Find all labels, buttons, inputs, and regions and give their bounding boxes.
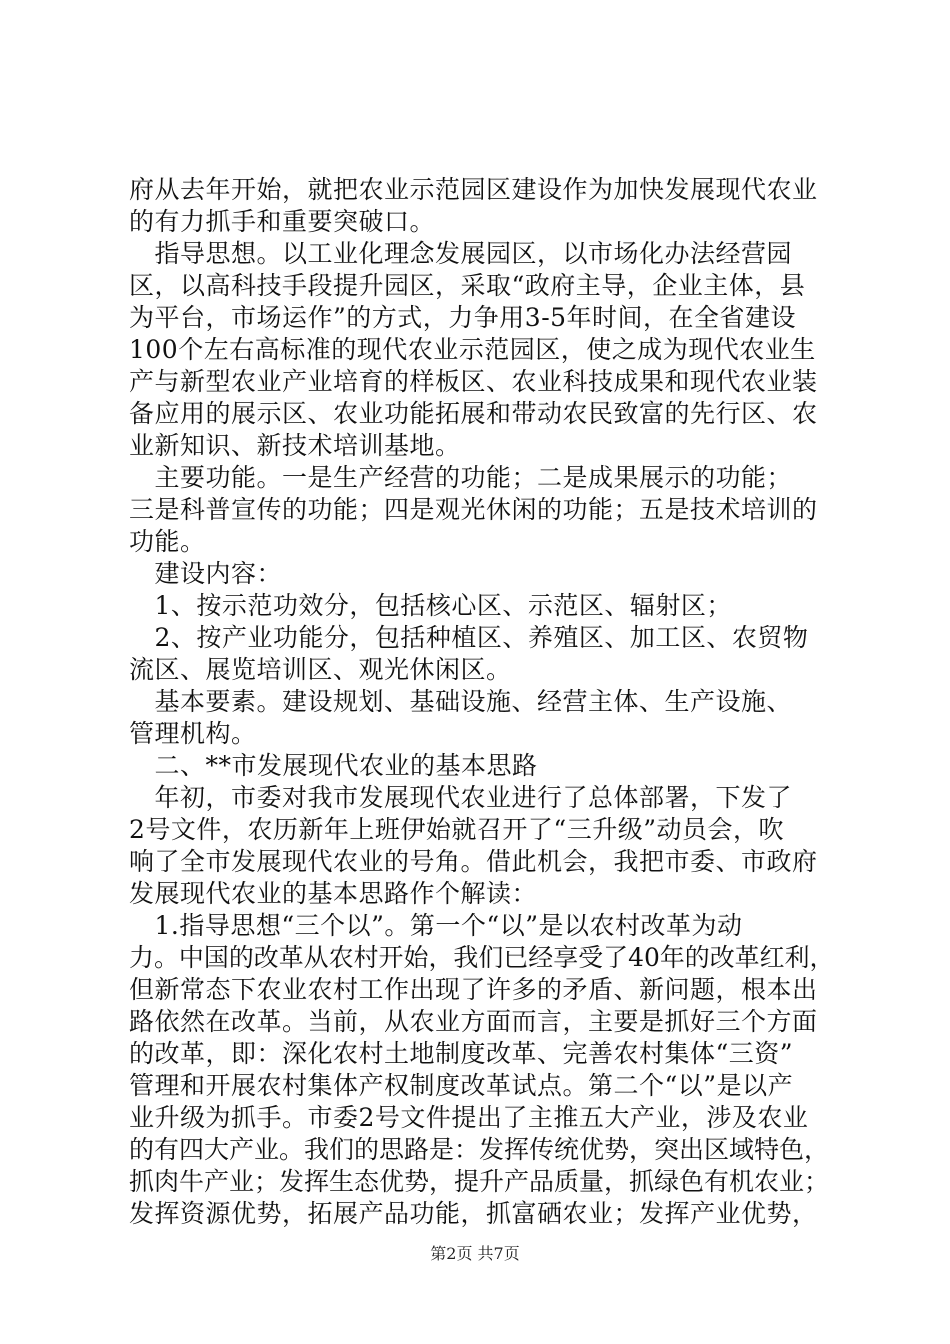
- text-line: 区，以高科技手段提升园区，采取“政府主导，企业主体，县: [129, 271, 806, 300]
- text-line: 基本要素。建设规划、基础设施、经营主体、生产设施、: [129, 687, 793, 716]
- text-line: 发展现代农业的基本思路作个解读：: [129, 879, 538, 908]
- text-line: 路依然在改革。当前，从农业方面而言，主要是抓好三个方面: [129, 1007, 818, 1036]
- text-line: 流区、展览培训区、观光休闲区。: [129, 655, 512, 684]
- text-line: 指导思想。以工业化理念发展园区，以市场化办法经营园: [129, 239, 793, 268]
- text-line: 力。中国的改革从农村开始，我们已经享受了40年的改革红利，: [129, 943, 835, 972]
- text-line: 府从去年开始，就把农业示范园区建设作为加快发展现代农业: [129, 175, 818, 204]
- text-line: 备应用的展示区、农业功能拓展和带动农民致富的先行区、农: [129, 399, 818, 428]
- text-line: 二、**市发展现代农业的基本思路: [129, 751, 538, 780]
- text-line: 的有力抓手和重要突破口。: [129, 207, 436, 236]
- text-line: 建设内容：: [129, 559, 283, 588]
- text-line: 发挥资源优势，拓展产品功能，抓富硒农业；发挥产业优势，: [129, 1199, 818, 1228]
- text-line: 功能。: [129, 527, 206, 556]
- text-line: 业新知识、新技术培训基地。: [129, 431, 461, 460]
- page-footer: 第2页 共7页: [430, 1244, 520, 1263]
- text-line: 抓肉牛产业；发挥生态优势，提升产品质量，抓绿色有机农业；: [129, 1167, 830, 1196]
- text-line: 为平台，市场运作”的方式，力争用3-5年时间，在全省建设: [129, 303, 797, 332]
- text-line: 业升级为抓手。市委2号文件提出了主推五大产业，涉及农业: [129, 1103, 809, 1132]
- text-line: 三是科普宣传的功能；四是观光休闲的功能；五是技术培训的: [129, 495, 818, 524]
- text-line: 管理机构。: [129, 719, 257, 748]
- text-line: 主要功能。一是生产经营的功能；二是成果展示的功能；: [129, 463, 793, 492]
- text-line: 响了全市发展现代农业的号角。借此机会，我把市委、市政府: [129, 847, 818, 876]
- text-line: 2号文件，农历新年上班伊始就召开了“三升级”动员会，吹: [129, 815, 784, 844]
- text-line: 产与新型农业产业培育的样板区、农业科技成果和现代农业装: [129, 367, 818, 396]
- text-line: 管理和开展农村集体产权制度改革试点。第二个“以”是以产: [129, 1071, 794, 1100]
- text-line: 1、按示范功效分，包括核心区、示范区、辐射区；: [129, 591, 732, 620]
- text-line: 1.指导思想“三个以”。第一个“以”是以农村改革为动: [129, 911, 743, 940]
- text-line: 年初，市委对我市发展现代农业进行了总体部署，下发了: [129, 783, 793, 812]
- text-line: 100个左右高标准的现代农业示范园区，使之成为现代农业生: [129, 335, 816, 364]
- text-line: 2、按产业功能分，包括种植区、养殖区、加工区、农贸物: [129, 623, 809, 652]
- text-line: 的有四大产业。我们的思路是：发挥传统优势，突出区域特色，: [129, 1135, 830, 1164]
- body-text: [129, 174, 835, 1230]
- text-line: 的改革，即：深化农村土地制度改革、完善农村集体“三资”: [129, 1039, 794, 1068]
- text-line: 但新常态下农业农村工作出现了许多的矛盾、新问题，根本出: [129, 975, 818, 1004]
